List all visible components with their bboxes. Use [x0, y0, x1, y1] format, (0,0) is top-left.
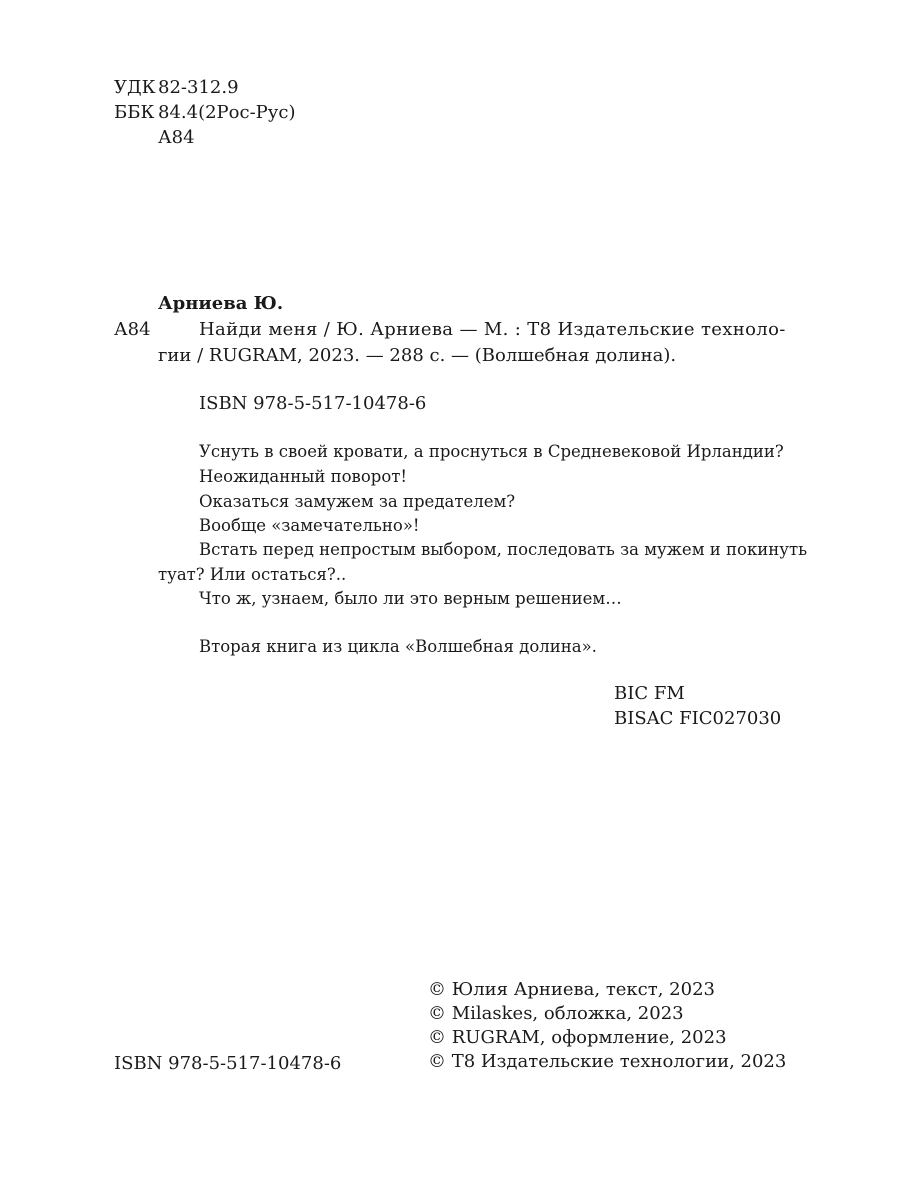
annotation-paragraph-2: Неожиданный поворот! — [199, 467, 408, 486]
author-name: Арниева Ю. — [158, 293, 284, 314]
bib-description-line-2: гии / RUGRAM, 2023. — 288 с. — (Волшебная долина). — [158, 345, 677, 366]
isbn-footer: ISBN 978-5-517-10478-6 — [114, 1053, 342, 1074]
bic-code: BIC FM — [614, 683, 685, 704]
annotation-paragraph-6: Что ж, узнаем, было ли это верным решением… — [199, 589, 622, 608]
udk-label: УДК — [114, 77, 156, 98]
bisac-code: BISAC FIC027030 — [614, 708, 782, 729]
bbk-label: ББК — [114, 102, 155, 123]
annotation-paragraph-4: Вообще «замечательно»! — [199, 516, 420, 535]
copyright-publisher: © Т8 Издательские технологии, 2023 — [428, 1051, 787, 1072]
bib-description-line-1: Найди меня / Ю. Арниева — М. : Т8 Издательские техноло- — [199, 319, 786, 340]
annotation-paragraph-3: Оказаться замужем за предателем? — [199, 492, 516, 511]
annotation-paragraph-5-line-1: Встать перед непростым выбором, последовать за мужем и покинуть — [199, 540, 808, 559]
annotation-paragraph-7: Вторая книга из цикла «Волшебная долина». — [199, 637, 597, 656]
bbk-value: 84.4(2Рос-Рус) — [158, 102, 296, 123]
copyright-text: © Юлия Арниева, текст, 2023 — [428, 979, 715, 1000]
annotation-paragraph-5-line-2: туат? Или остаться?.. — [158, 565, 347, 584]
author-mark: А84 — [158, 127, 195, 148]
copyright-design: © RUGRAM, оформление, 2023 — [428, 1027, 727, 1048]
annotation-paragraph-1: Уснуть в своей кровати, а проснуться в Средневековой Ирландии? — [199, 442, 784, 461]
udk-value: 82-312.9 — [158, 77, 239, 98]
isbn-main: ISBN 978-5-517-10478-6 — [199, 393, 427, 414]
copyright-cover: © Milaskes, обложка, 2023 — [428, 1003, 684, 1024]
bib-author-mark: А84 — [114, 319, 151, 340]
